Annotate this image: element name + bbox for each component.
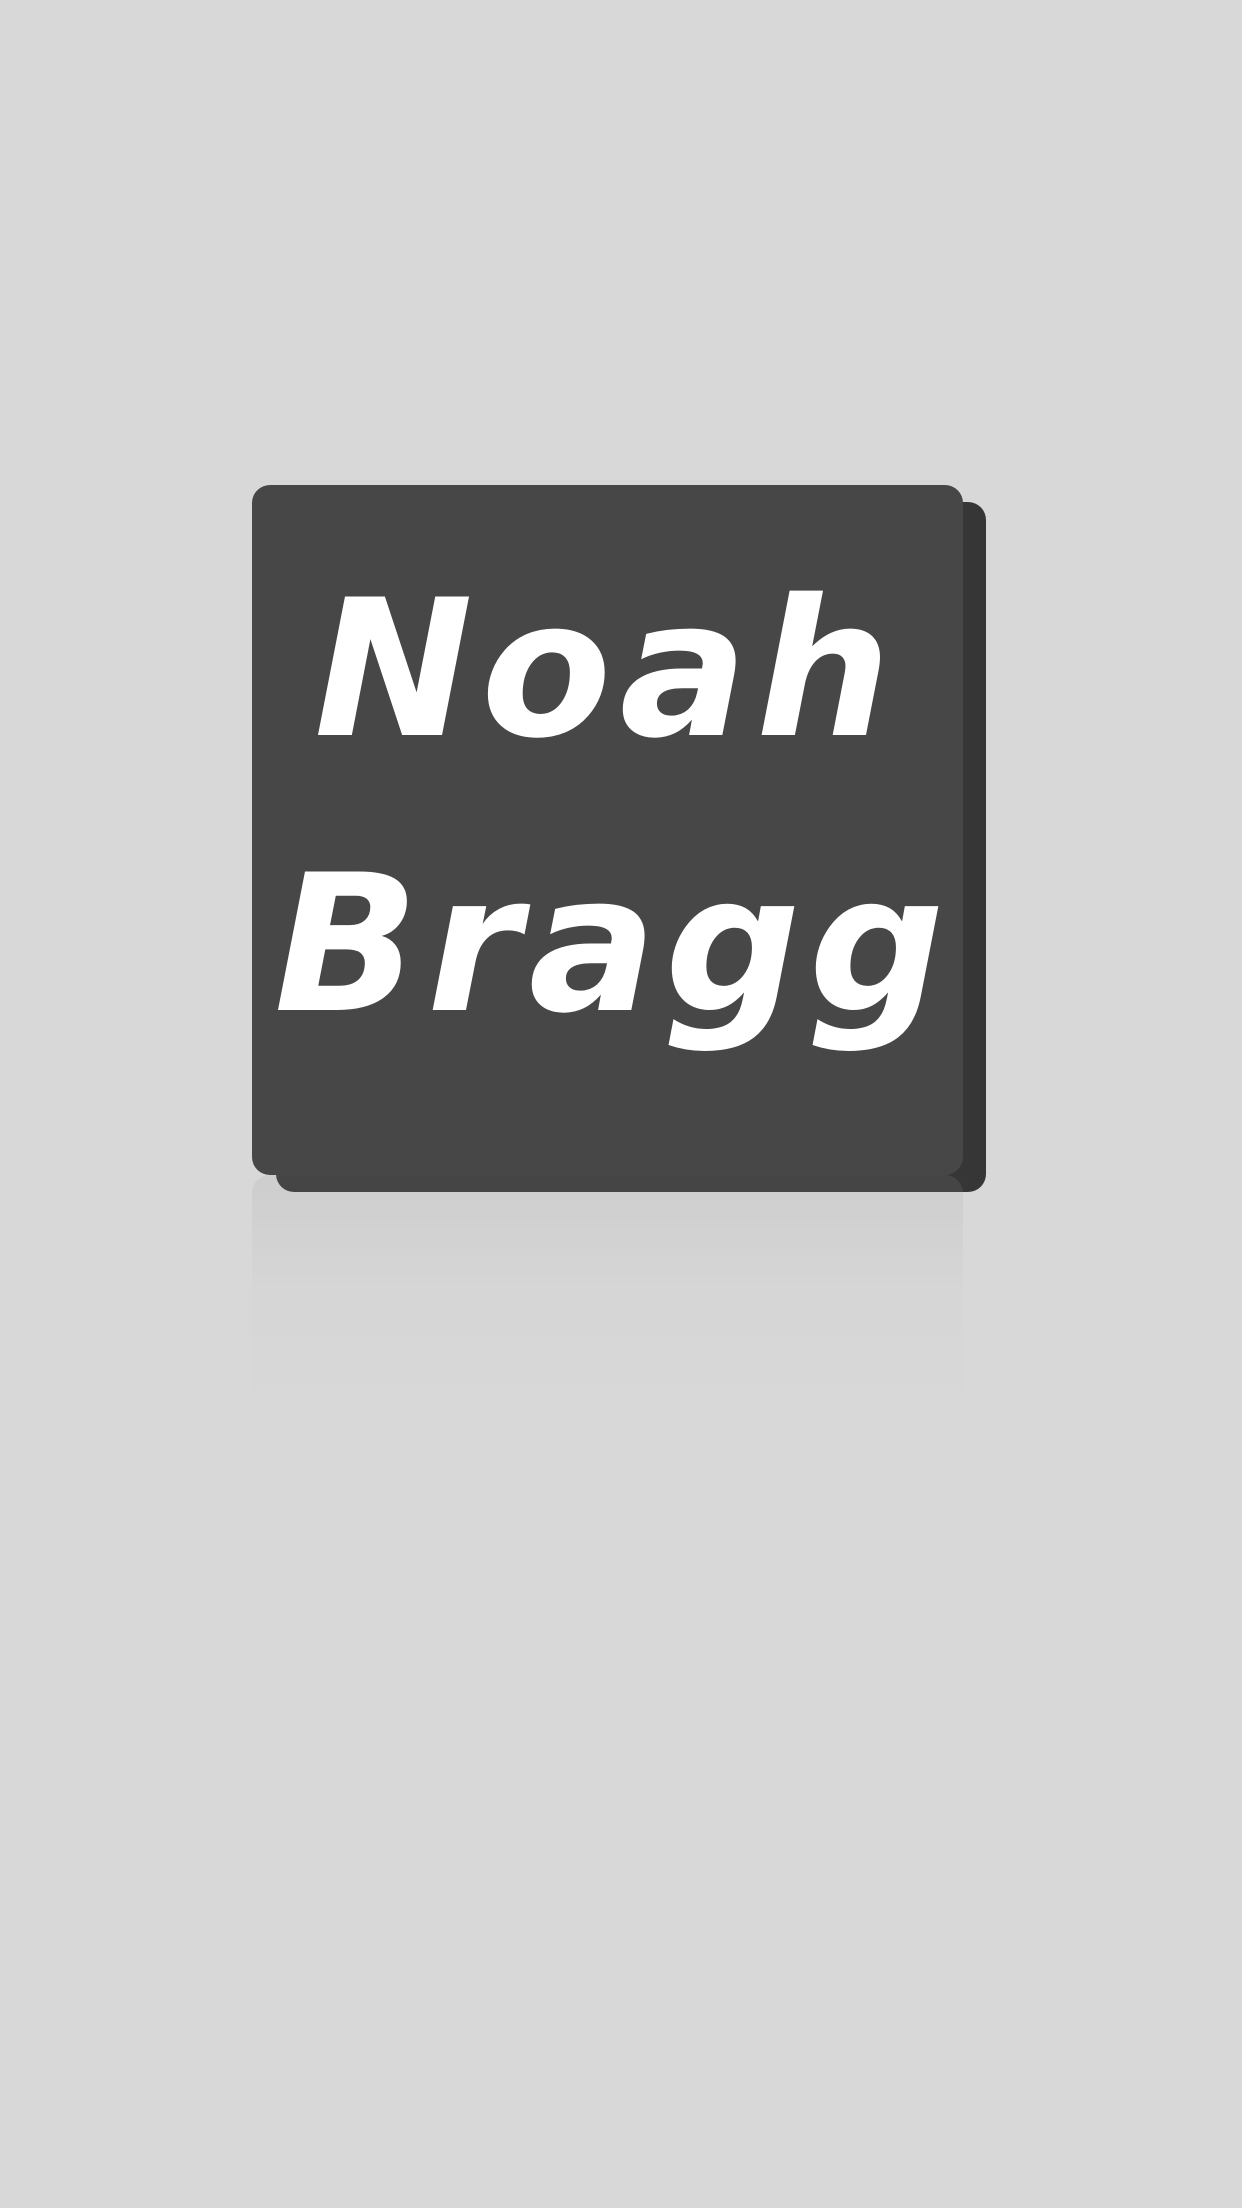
name-card[interactable] [252, 485, 963, 1175]
card-reflection [252, 1175, 963, 1435]
first-name-text: Noah [314, 559, 900, 780]
last-name-text: Bragg [274, 834, 953, 1055]
